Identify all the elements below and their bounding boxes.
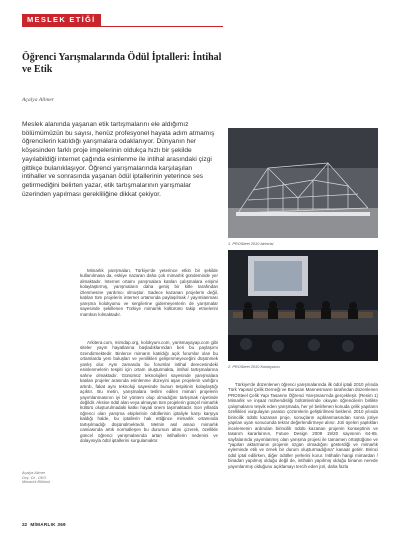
photo1-caption: 1. PROSteel 2010 birincisi [228, 241, 274, 246]
colloquium-image [228, 250, 378, 361]
section-tag: MESLEK ETİĞİ [22, 14, 101, 26]
article-author: Açalya Allmer [22, 97, 55, 103]
photo2-caption: 2. PROSteel 2010 Kolokyumu [228, 364, 280, 369]
body-text-main [80, 340, 218, 444]
photo-colloquium [228, 250, 378, 361]
section-divider [22, 26, 223, 27]
body-paragraph: Türkiye'de düzenlenen öğrenci yarışmalarında ilk ödül iptali 2010 yılında Türk Yapısal Çelik Derneği ve Borusan Mannesmann tarafından düzenlenen PROSteel Çelik Yapı Tasarımı Öğrenci Yarışması'nda gerçekleşir. (Resim 1) Mimarlık ve inşaat mühendisliği bölümlerinde okuyan öğrencilerin birlikte çalışmalarını teşvik eden yarışmada, her yıl belirlenen konuda çelik yapıların özellikleri vurgulayan yaratıcı çözümlerin geliştirilmesi beklenir. 2010 yılında birincilik ödülü kazanan proje, sonuçların açıklanmasından sonra jüriye yapılan uyarı sonucunda tekrar değerlendirmeye alınır. Jüri üyeleri yaptıkları incelemenin ardından birincilik ödülü kazanan projenin konseptinin ve tasarım kararlarının, Future Design 2009 19/20 sayısının 64-65. sayfalarında yayımlanmış olan yarışma projesi ile tamamen örtüştüğüne ve "yapılan aktarmanın projenin özgün olmadığını gösterdiği ve mimarlık eyleminde etik ve örnek bir durum oluşturmadığına" kanaat getirir. Birinci ödül iptal edilirken, diğer ödüller yerlerini korur. İntihalin hangi mimardan / binadan yapılmış olduğu değil de, intihalin yapılmış olduğu binanın nerede yayımlanmış olduğunu açıklamayı tercih eden jüri, daha fazla [228, 382, 378, 469]
magazine-name: MİMARLIK 369 [30, 522, 66, 527]
body-text-right [228, 382, 378, 469]
body-text-intro [80, 268, 218, 317]
steel-model-image [228, 128, 378, 238]
photo-steel-model [228, 128, 378, 238]
body-paragraph: Arkitera.com, mimdap.org, kolokyum.com, yarismayayap.com gibi siteler yayın hayatlarına başladıklarından beri bu paylaşımı özendirmektedir. Binlerce mimarın katıldığı açık forumlar olan bu ortamlarda yeni buluşları ve yenilikleri gelişenmeyeceğini düşünmek yanlış olur. Aynı zamanda bu forumlar intihal derecesindeki esinlenmelerin tespiti için ortam oluşturmakta, intihal tartışmalarına sahne olmaktadır. Günümüz teknolojileri sayesinde yarışmalara katılan projeler arasında esinlenme düzeyini aşan projelerin varlığını artırdı, fakat aynı teknoloji sayesinde bunun tespitinin kolaylaştığı açıktır. Bu metin, yarışmalara teslim edilen mimari projelerin yayımlanmasının iyi bir yöntem olup olmadığını tartışmak niyetinde değildir. Aksine ödül alan veya almayan tüm projelerin günçel mimarlık kültürü oluşturulmadaki katkıı hayati önem taşımaktadır. Son yıllarda öğrenci olan yarışma ekiplerinin ödüllerinin iptaliyle karşı karşıya kaldığı halde, bu iptallerin hak ettiğince mimarlık ortamında tartışılmadığı düşünülmektedir. Metnin asıl amacı mimarlık camiasında artık normalleşen bu durumun altını çizerek, özellikle güncel öğrenci yarışmalarında artan intihallerin nedenini ve dolayısıyla ödül iptallerini sorgulamaktır. [80, 340, 218, 444]
article-title: Öğrenci Yarışmalarında Ödül İptalleri: İntihal ve Etik [22, 52, 222, 75]
body-paragraph: Mimarlık yarışmaları, Türkiye'de yeterince etkin bir şekilde kullanılmasa da, eskiye nazaran daha çok mimarlık gündeminde yer almaktadır. İnternet ortamı yarışmalara katılan çalışmalara erişimi kolaylaştırmış, yarışmaların daha geniş bir kitle tarafından izlenmesine yardımcı olmuştur. Sadece kazanan projelerin değil, katılan tüm projelerin internet ortamında paylaşılmak / yayımlanması yarışma kolokyumu ve sergilerine gidemeyenlerin de yarışmalar sayesinde şekillenen Türkiye mimarlık kültürünü takip etmelerini mümkün kılmaktadır. [80, 268, 218, 317]
author-note: Açalya Allmer Doç. Dr., OEÜ Mimarlık Bölümü [22, 471, 51, 485]
page-number: 22 [22, 522, 28, 527]
page-footer [22, 522, 66, 527]
article-lead: Meslek alanında yaşanan etik tartışmalarını ele aldığımız bölümümüzün bu sayısı, henüz profesyonel hayata adım atmamış öğrencilerin katıldığı yarışmalara odaklanıyor. Dünyanın her köşesinden farklı proje imgelerinin oldukça hızlı bir şekilde yayılabildiği internet çağında esinlenme ile intihal arasındaki çizgi gittikçe bulanıklaşıyor. Öğrenci yarışmalarında karşılaşılan intihaller ve sonrasında yaşanan ödül iptallerinin yeterince ses getirmediğini belirten yazar, etik tartışmalarının yarışmalar üzerinden yapılması gerekliliğine dikkat çekiyor. [22, 121, 215, 198]
